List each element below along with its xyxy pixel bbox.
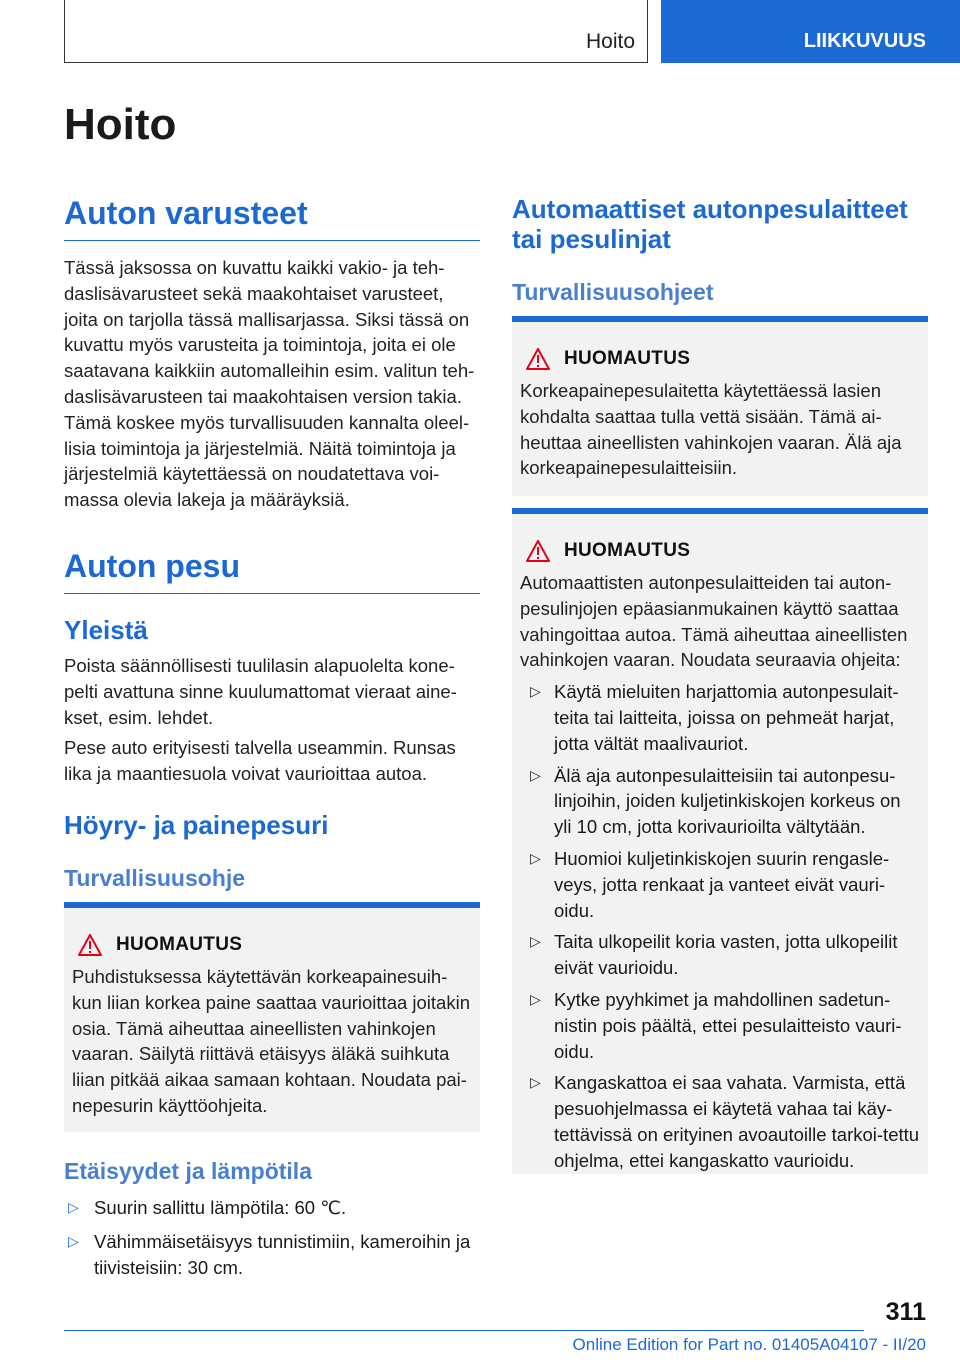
bullet-triangle-icon: ▷ [530, 933, 541, 950]
list-item [520, 929, 920, 981]
list-item [520, 679, 920, 756]
heading-turvallisuusohje: Turvallisuusohje [64, 865, 246, 891]
list-item [64, 1195, 480, 1221]
warning-header [526, 540, 920, 562]
list-item-text: Taita ulkopeilit koria vasten, jotta ulkopeilit eivät vaurioidu. [554, 931, 898, 979]
warning-text: Puhdistuksessa käytettävän korkeapainesuih-kun liian korkea paine saattaa vaurioittaa joitakin osia. Tämä aiheuttaa aineellisten vahinkojen vaaran. Säilytä riittävä etäisyys äläkä suihkuta liian pitkää aikaa samaan kohtaan. Noudata pai-nepesurin käyttöohjeita. [72, 966, 470, 1116]
heading-hoyry-painepesuri: Höyry- ja painepesuri [64, 810, 329, 840]
warning-header [526, 348, 920, 370]
warning-instructions-list [520, 679, 920, 1173]
header-chapter-label: LIIKKUVUUS [803, 30, 926, 52]
heading-etaisyydet-lampotila: Etäisyydet ja lämpötila [64, 1158, 312, 1184]
list-item [520, 846, 920, 923]
footer-edition: Online Edition for Part no. 01405A04107 - II/20 [572, 1335, 926, 1354]
warning-triangle-icon [526, 540, 550, 562]
list-item [520, 763, 920, 840]
header-chapter-tab[interactable] [661, 0, 960, 63]
page-title: Hoito [64, 100, 177, 149]
bullet-triangle-icon: ▷ [68, 1199, 79, 1215]
heading-turvallisuusohjeet: Turvallisuusohjeet [512, 279, 714, 305]
list-item [64, 1229, 480, 1281]
bullet-triangle-icon: ▷ [530, 683, 541, 700]
auton-varusteet-body: Tässä jaksossa on kuvattu kaikki vakio- ja teh-daslisävarusteet sekä maakohtaiset varusteet, joita on tarjolla tässä mallisarjassa. Siksi tässä on kuvattu myös varusteita ja toimintoja, joita ei ole saatavana kaikkiin automalleihin esim. valitun teh-daslisävarusteen tai maakohtaisen version takia. Tämä koskee myös turvallisuuden kannalta oleel-lisia toimintoja ja järjestelmiä. Näitä toimintoja ja järjestelmiä käytettäessä on noudatettava voi-massa olevia lakeja ja määräyksiä. [64, 257, 475, 511]
warning-text: Automaattisten autonpesulaitteiden tai auton-pesulinjojen epäasianmukainen käyttö saattaa vahingoittaa autoa. Tämä aiheuttaa aineellisten vahinkojen vaaran. Noudata seuraavia ohjeita: [520, 572, 908, 671]
header-section-label: Hoito [585, 30, 635, 53]
warning-box-autonpesulaitteet [512, 508, 928, 1174]
list-item-text: Vähimmäisetäisyys tunnistimiin, kameroihin ja tiivisteisiin: 30 cm. [94, 1230, 471, 1278]
warning-title: HUOMAUTUS [564, 540, 691, 561]
footer-divider [64, 1330, 864, 1331]
warning-title: HUOMAUTUS [564, 348, 691, 369]
warning-text: Korkeapainepesulaitetta käytettäessä lasien kohdalta saattaa tulla vettä sisään. Tämä ai-heuttaa aineellisten vahinkojen vaaran. Älä aja korkeapainepesulaitteisiin. [520, 380, 902, 479]
list-item-text: Älä aja autonpesulaitteisiin tai autonpesu-linjoihin, joiden kuljetinkiskojen korkeus on yli 10 cm, jotta korivaurioilta vältytään. [554, 764, 901, 838]
etaisyydet-list [64, 1195, 480, 1288]
heading-auton-varusteet: Auton varusteet [64, 195, 480, 241]
list-item-text: Suurin sallittu lämpötila: 60 ℃. [94, 1197, 347, 1218]
bullet-triangle-icon: ▷ [530, 766, 541, 783]
yleista-paragraph-2: Pese auto erityisesti talvella useammin. Runsas lika ja maantiesuola voivat vaurioittaa autoa. [64, 737, 456, 784]
bullet-triangle-icon: ▷ [530, 849, 541, 866]
warning-title: HUOMAUTUS [116, 934, 243, 955]
list-item-text: Käytä mieluiten harjattomia autonpesulait-teita tai laitteita, joissa on pehmeät harjat, jotta vältät maalivauriot. [554, 681, 899, 754]
warning-triangle-icon [526, 348, 550, 370]
warning-header [78, 934, 472, 956]
heading-yleista: Yleistä [64, 615, 148, 645]
heading-auton-pesu: Auton pesu [64, 548, 480, 594]
list-item-text: Huomioi kuljetinkiskojen suurin rengasle-veys, jotta renkaat ja vanteet eivät vauri-oidu. [554, 847, 890, 921]
heading-automaattiset-autonpesulaitteet: Automaattiset autonpesulaitteet tai pesulinjat [512, 194, 908, 254]
yleista-paragraph-1: Poista säännöllisesti tuulilasin alapuolelta kone-pelti avattuna sinne kuulumattomat vieraat aine-kset, esim. lehdet. [64, 655, 457, 728]
header-section-box [64, 0, 648, 63]
bullet-triangle-icon: ▷ [68, 1232, 79, 1249]
page-number: 311 [885, 1298, 926, 1326]
list-item [520, 1070, 920, 1173]
warning-box-korkeapaine [512, 316, 928, 496]
warning-box-painepesuri [64, 902, 480, 1132]
list-item-text: Kytke pyyhkimet ja mahdollinen sadetun-nistin pois päältä, ettei pesulaitteisto vauri-oidu. [554, 988, 902, 1062]
bullet-triangle-icon: ▷ [530, 1074, 541, 1091]
bullet-triangle-icon: ▷ [530, 990, 541, 1007]
warning-triangle-icon [78, 934, 102, 956]
list-item [520, 987, 920, 1064]
list-item-text: Kangaskattoa ei saa vahata. Varmista, että pesuohjelmassa ei käytetä vahaa tai käy-tettävissä on erityinen avoautoille tarkoi-tettu ohjelma, ettei kangaskatto vaurioidu. [554, 1072, 920, 1171]
